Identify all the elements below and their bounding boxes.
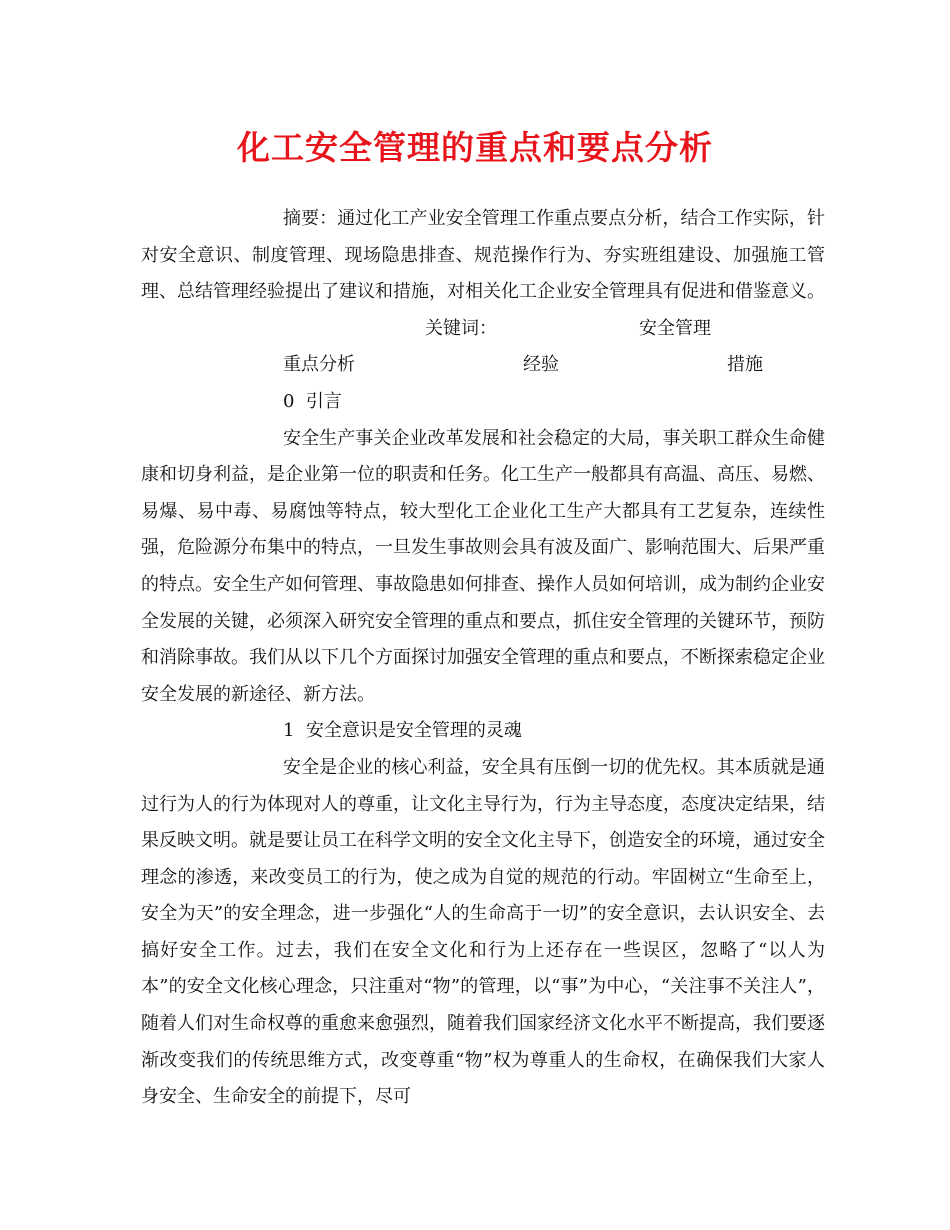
abstract-paragraph: 摘要：通过化工产业安全管理工作重点要点分析，结合工作实际，针对安全意识、制度管理、现场隐患排查、规范操作行为、夯实班组建设、加强施工管理、总结管理经验提出了建议和措施，对相关化工企业安全管理具有促进和借鉴意义。 [141, 208, 825, 303]
keywords-line [141, 311, 825, 384]
document-title: 化工安全管理的重点和要点分析 [237, 128, 713, 167]
section-paragraph: 安全生产事关企业改革发展和社会稳定的大局，事关职工群众生命健康和切身利益，是企业第一位的职责和任务。化工生产一般都具有高温、高压、易燃、易爆、易中毒、易腐蚀等特点，较大型化工企业化工生产大都具有工艺复杂，连续性强，危险源分布集中的特点，一旦发生事故则会具有波及面广、影响范围大、后果严重的特点。安全生产如何管理、事故隐患如何排查、操作人员如何培训，成为制约企业安全发展的关键，必须深入研究安全管理的重点和要点，抓住安全管理的关键环节，预防和消除事故。我们从以下几个方面探讨加强安全管理的重点和要点，不断探索稳定企业安全发展的新途径、新方法。 [141, 427, 825, 705]
section-heading: 1 安全意识是安全管理的灵魂 [283, 720, 522, 742]
keyword-item: 重点分析 [283, 354, 355, 376]
section-heading: 0 引言 [283, 390, 342, 412]
keywords-label: 关键词： [425, 317, 497, 339]
document-body [141, 201, 825, 1116]
keyword-item: 经验 [523, 354, 559, 376]
section-paragraph: 安全是企业的核心利益，安全具有压倒一切的优先权。其本质就是通过行为人的行为体现对人的尊重，让文化主导行为，行为主导态度，态度决定结果，结果反映文明。就是要让员工在科学文明的安全文化主导下，创造安全的环境，通过安全理念的渗透，来改变员工的行为，使之成为自觉的规范的行动。牢固树立“生命至上，安全为天”的安全理念，进一步强化“人的生命高于一切”的安全意识，去认识安全、去搞好安全工作。过去，我们在安全文化和行为上还存在一些误区，忽略了“以人为本”的安全文化核心理念，只注重对“物”的管理，以“事”为中心，“关注事不关注人”，随着人们对生命权尊的重愈来愈强烈，随着我们国家经济文化水平不断提高，我们要逐渐改变我们的传统思维方式，改变尊重“物”权为尊重人的生命权，在确保我们大家人身安全、生命安全的前提下，尽可 [141, 756, 825, 1108]
keyword-item: 安全管理 [639, 317, 711, 339]
keyword-item: 措施 [727, 354, 763, 376]
